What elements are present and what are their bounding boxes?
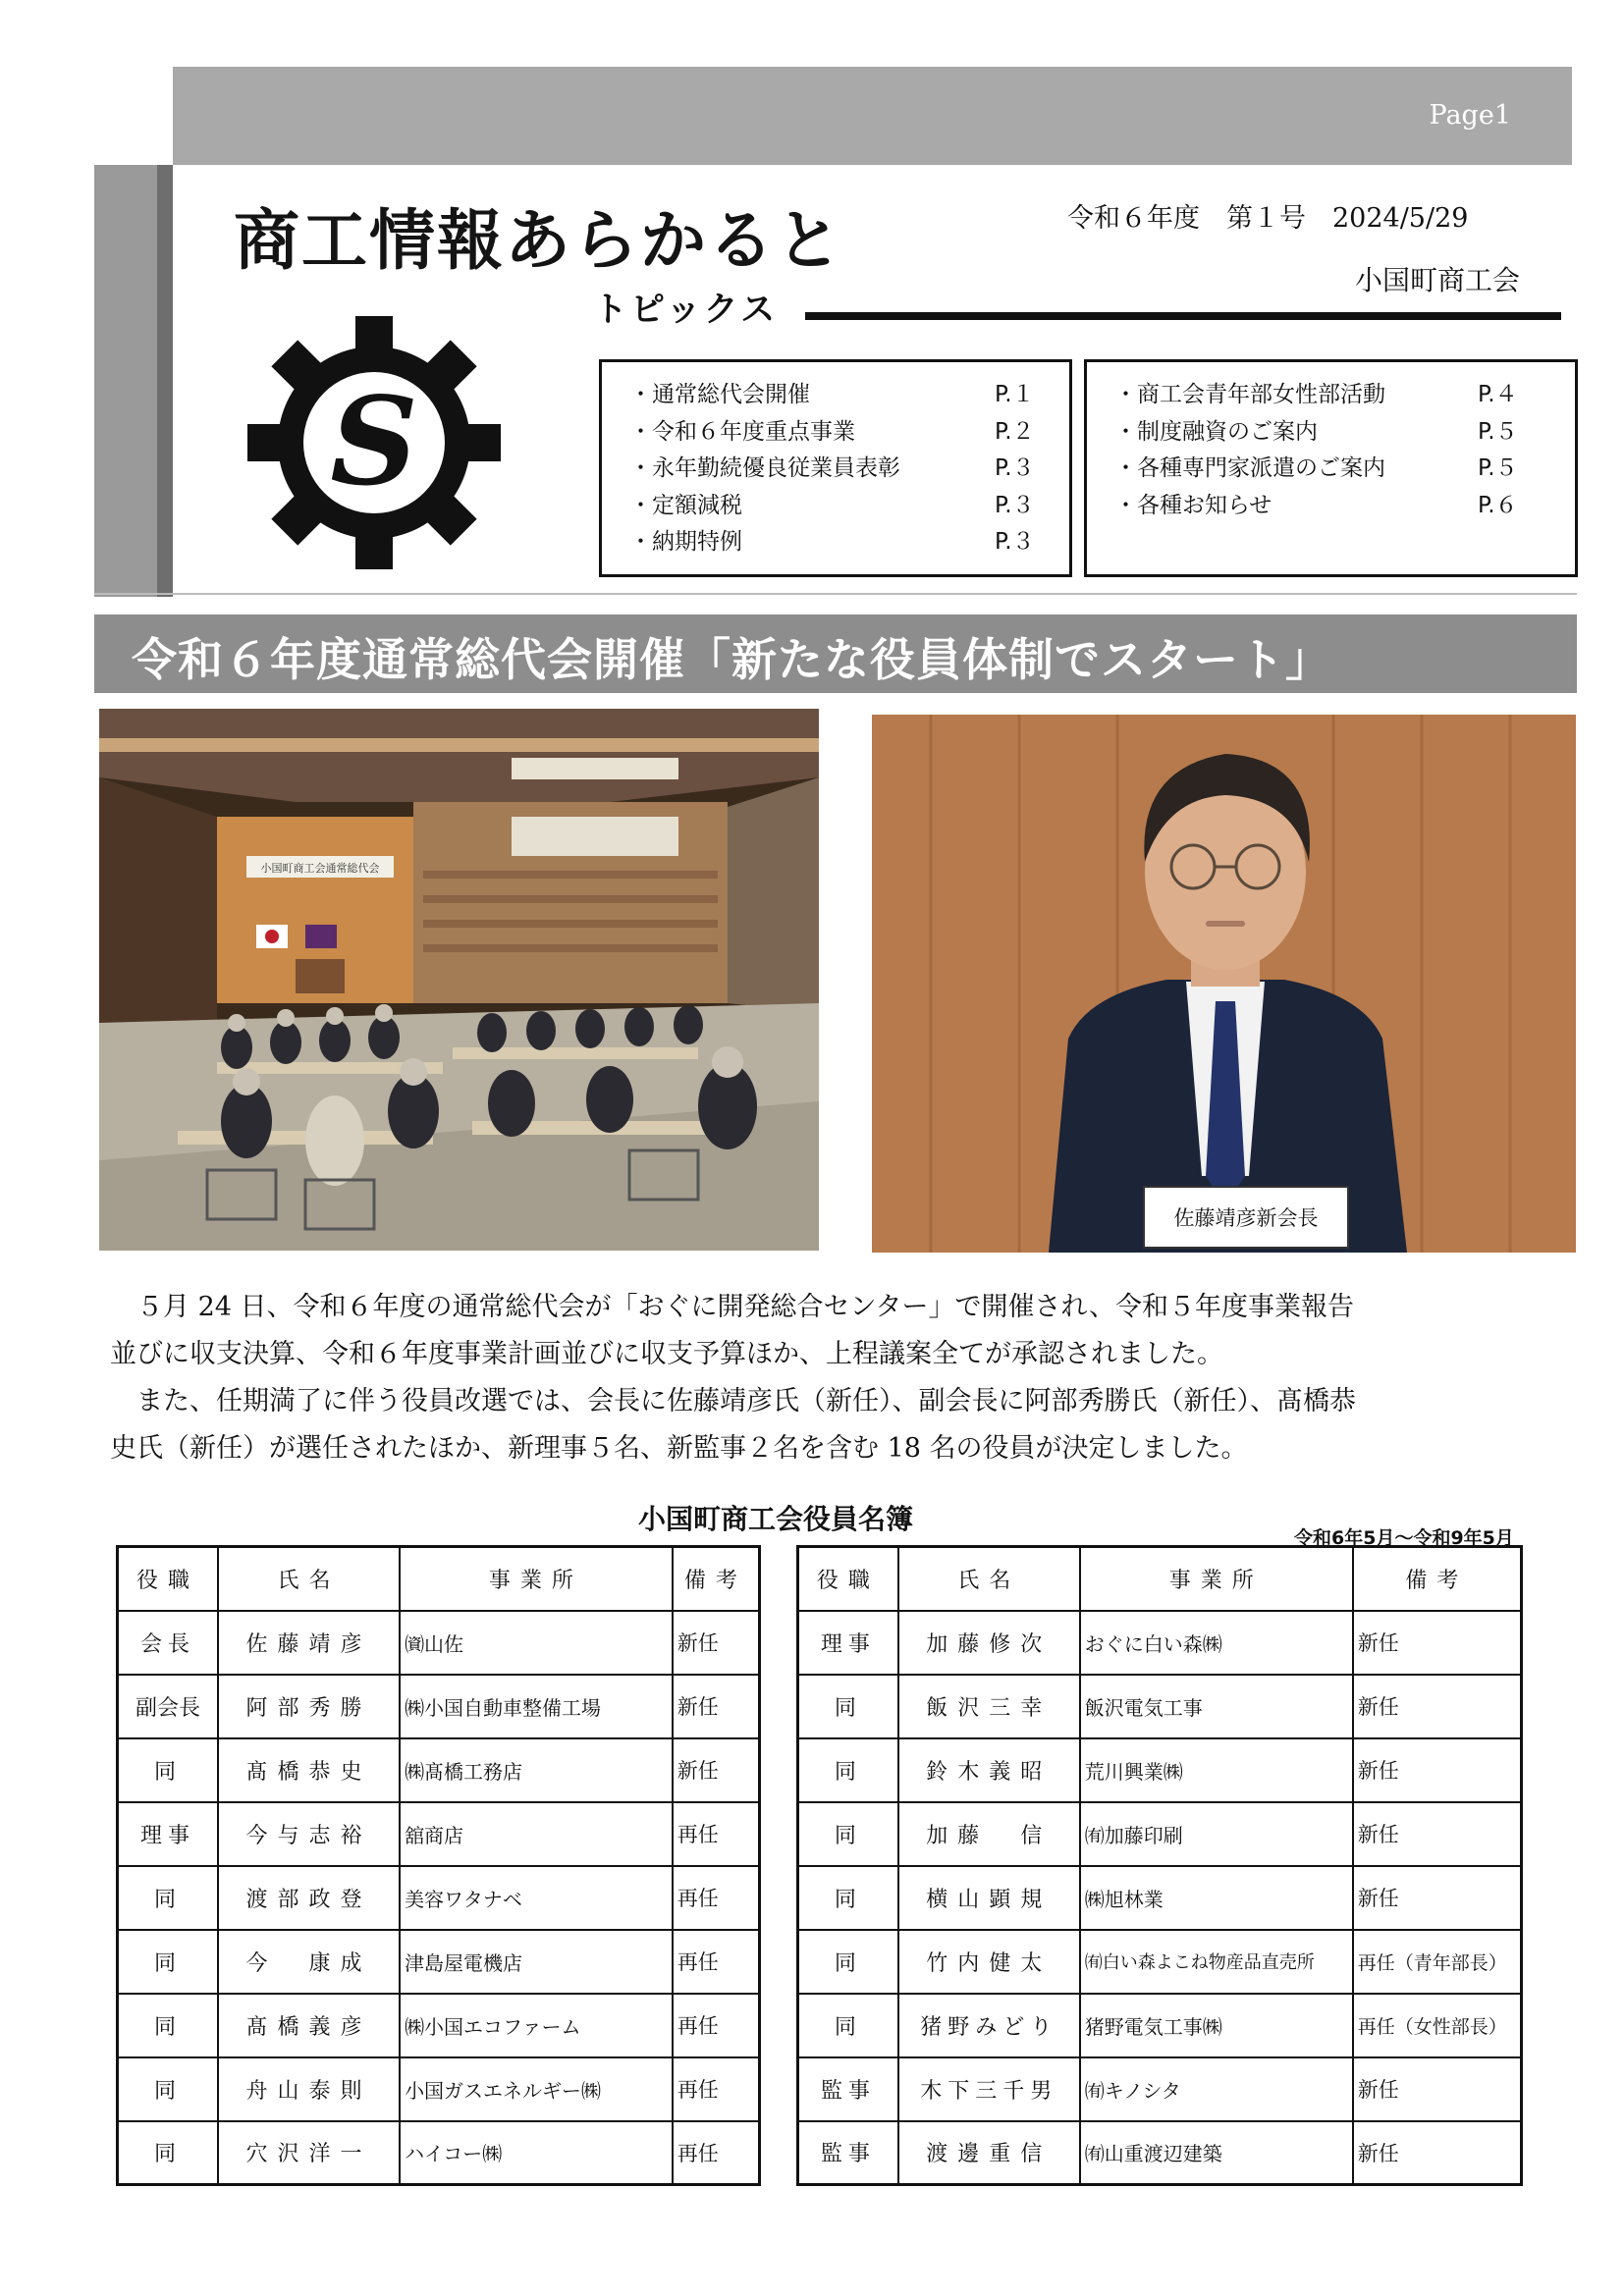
table-row [798,2121,1522,2185]
cell-note: 再任（青年部長） [1353,1930,1522,1994]
toc-item-label: ・令和６年度重点事業 [629,418,855,445]
table-row [118,1994,760,2057]
cell-note: 新任 [673,1675,760,1738]
toc-item[interactable] [602,483,1069,520]
section-header [94,614,1577,693]
toc-item-label: ・通常総代会開催 [629,382,810,407]
cell-note: 新任 [1353,1866,1522,1930]
cell-role: 監事 [798,2121,898,2185]
cell-name: 鈴木義昭 [898,1738,1080,1802]
toc-item-page: P.５ [1478,455,1518,481]
cell-business: 小国ガスエネルギー㈱ [400,2057,673,2121]
toc-item-page: P.２ [995,418,1035,445]
cell-role: 同 [118,1930,218,1994]
toc-item-label: ・各種専門家派遣のご案内 [1114,455,1385,481]
cell-role: 同 [118,1866,218,1930]
cell-business: ㈱小国自動車整備工場 [400,1675,673,1738]
toc-item-label: ・制度融資のご案内 [1114,418,1318,445]
cell-business: 舘商店 [400,1802,673,1866]
cell-note: 新任 [1353,1611,1522,1675]
cell-role: 同 [798,1994,898,2057]
column-header-note: 備考 [673,1547,760,1611]
body-line: ５月 24 日、令和６年度の通常総代会が「おぐに開発総合センター」で開催され、令和５年度事業報告 [136,1292,1355,1322]
table-row [798,2057,1522,2121]
cell-note: 再任 [673,1802,760,1866]
cell-name: 今与志裕 [218,1802,400,1866]
cell-business: ハイコー㈱ [400,2121,673,2185]
cell-name: 加藤修次 [898,1611,1080,1675]
section-title: 令和６年度通常総代会開催「新たな役員体制でスタート」 [132,633,1331,686]
cell-business: 猪野電気工事㈱ [1080,1994,1353,2057]
photo-caption: 佐藤靖彦新会長 [1143,1186,1349,1249]
cell-role: 監事 [798,2057,898,2121]
cell-business: ㈱旭林業 [1080,1866,1353,1930]
cell-role: 同 [798,1866,898,1930]
cell-role: 副会長 [118,1675,218,1738]
column-header-role: 役職 [118,1547,218,1611]
cell-note: 再任（女性部長） [1353,1994,1522,2057]
table-row [118,1802,760,1866]
toc-item-label: ・商工会青年部女性部活動 [1114,382,1385,407]
toc-item-page: P.５ [1478,418,1518,445]
cell-business: ㈲加藤印刷 [1080,1802,1353,1866]
cell-business: ㈾山佐 [400,1611,673,1675]
cell-role: 同 [798,1738,898,1802]
toc-item[interactable] [1087,372,1575,409]
cell-business: ㈱髙橋工務店 [400,1738,673,1802]
cell-note: 新任 [1353,1738,1522,1802]
topics-rule [805,312,1561,320]
cell-note: 再任 [673,2121,760,2185]
cell-business: 飯沢電気工事 [1080,1675,1353,1738]
cell-role: 会長 [118,1611,218,1675]
cell-name: 横山顕規 [898,1866,1080,1930]
toc-item[interactable] [1087,446,1575,483]
cell-role: 同 [118,2121,218,2185]
cell-business: 美容ワタナベ [400,1866,673,1930]
roster-term: 令和6年5月～令和9年5月 [1294,1527,1514,1549]
toc-item[interactable] [602,372,1069,409]
cell-role: 同 [798,1675,898,1738]
table-row [118,1930,760,1994]
cell-role: 理事 [118,1802,218,1866]
cell-note: 新任 [1353,2057,1522,2121]
toc-item[interactable] [602,409,1069,447]
cell-role: 同 [798,1802,898,1866]
cell-note: 再任 [673,2057,760,2121]
toc-item-page: P.６ [1478,492,1518,518]
toc-item[interactable] [1087,483,1575,520]
table-row [118,1866,760,1930]
cell-note: 新任 [1353,1802,1522,1866]
cell-name: 阿部秀勝 [218,1675,400,1738]
toc-item-page: P.３ [995,529,1035,555]
cell-name: 渡部政登 [218,1866,400,1930]
toc-item-label: ・各種お知らせ [1114,492,1272,518]
table-row [798,1675,1522,1738]
cell-note: 再任 [673,1994,760,2057]
page-number: Page1 [1429,100,1511,131]
cell-role: 同 [798,1930,898,1994]
cell-note: 新任 [673,1738,760,1802]
column-header-business: 事業所 [400,1547,673,1611]
cell-note: 再任 [673,1866,760,1930]
table-row [798,1802,1522,1866]
gear-emblem-icon [247,316,501,569]
table-row [798,1994,1522,2057]
cell-note: 再任 [673,1930,760,1994]
table-row [118,1675,760,1738]
cell-business: おぐに白い森㈱ [1080,1611,1353,1675]
cell-name: 飯沢三幸 [898,1675,1080,1738]
toc-item-label: ・納期特例 [629,529,742,555]
toc-item[interactable] [1087,409,1575,447]
toc-right-box [1084,359,1578,577]
table-row [118,1611,760,1675]
cell-note: 新任 [1353,2121,1522,2185]
side-band-accent [157,165,173,597]
cell-name: 渡邊重信 [898,2121,1080,2185]
cell-business: ㈲山重渡辺建築 [1080,2121,1353,2185]
toc-item[interactable] [602,446,1069,483]
meeting-hall-photo [99,709,819,1251]
cell-name: 佐藤靖彦 [218,1611,400,1675]
cell-role: 同 [118,1738,218,1802]
column-header-name: 氏名 [218,1547,400,1611]
cell-name: 加藤 信 [898,1802,1080,1866]
table-row [118,1738,760,1802]
column-header-role: 役職 [798,1547,898,1611]
toc-left-box [599,359,1072,577]
cell-role: 同 [118,2057,218,2121]
officer-table-left [116,1545,761,2186]
toc-item-page: P.３ [995,455,1035,481]
cell-business: ㈱小国エコファーム [400,1994,673,2057]
organization-name: 小国町商工会 [1355,264,1521,296]
topics-label: トピックス [593,291,779,330]
cell-business: ㈲白い森よこね物産品直売所 [1080,1930,1353,1994]
table-row [798,1866,1522,1930]
body-paragraph-2 [110,1378,1583,1472]
newsletter-title: 商工情報あらかると [234,202,843,279]
body-paragraph-1 [110,1284,1583,1378]
cell-business: 荒川興業㈱ [1080,1738,1353,1802]
column-header-name: 氏名 [898,1547,1080,1611]
roster-title: 小国町商工会役員名簿 [638,1503,914,1535]
emblem-letter: S [330,371,418,513]
table-row [798,1930,1522,1994]
stage-banner-text: 小国町商工会通常総代会 [260,862,380,875]
header-band [173,67,1572,165]
column-header-note: 備考 [1353,1547,1522,1611]
body-line: また、任期満了に伴う役員改選では、会長に佐藤靖彦氏（新任）、副会長に阿部秀勝氏（新任）、髙橋恭 [136,1386,1356,1416]
officer-table-right [796,1545,1523,2186]
cell-note: 新任 [673,1611,760,1675]
divider [94,593,1577,595]
toc-item-page: P.４ [1478,382,1518,407]
table-header-row [798,1547,1522,1611]
toc-item-page: P.３ [995,492,1035,518]
cell-name: 髙橋義彦 [218,1994,400,2057]
cell-role: 同 [118,1994,218,2057]
toc-item-page: P.１ [995,382,1035,407]
body-line: 史氏（新任）が選任されたほか、新理事５名、新監事２名を含む 18 名の役員が決定しました。 [110,1433,1248,1464]
cell-name: 竹内健太 [898,1930,1080,1994]
cell-name: 猪野みどり [898,1994,1080,2057]
cell-name: 木下三千男 [898,2057,1080,2121]
toc-item-label: ・永年勤続優良従業員表彰 [629,455,900,481]
cell-note: 新任 [1353,1675,1522,1738]
toc-item[interactable] [602,519,1069,557]
table-header-row [118,1547,760,1611]
issue-info: 令和６年度 第１号 2024/5/29 [1067,203,1469,234]
cell-role: 理事 [798,1611,898,1675]
column-header-business: 事業所 [1080,1547,1353,1611]
cell-name: 髙橋恭史 [218,1738,400,1802]
table-row [798,1738,1522,1802]
table-row [118,2057,760,2121]
cell-business: ㈲キノシタ [1080,2057,1353,2121]
cell-name: 穴沢洋一 [218,2121,400,2185]
new-chairman-photo [872,715,1576,1253]
body-line: 並びに収支決算、令和６年度事業計画並びに収支予算ほか、上程議案全てが承認されました。 [110,1339,1223,1369]
table-row [118,2121,760,2185]
cell-name: 舟山泰則 [218,2057,400,2121]
cell-name: 今 康成 [218,1930,400,1994]
toc-item-label: ・定額減税 [629,492,742,518]
table-row [798,1611,1522,1675]
cell-business: 津島屋電機店 [400,1930,673,1994]
